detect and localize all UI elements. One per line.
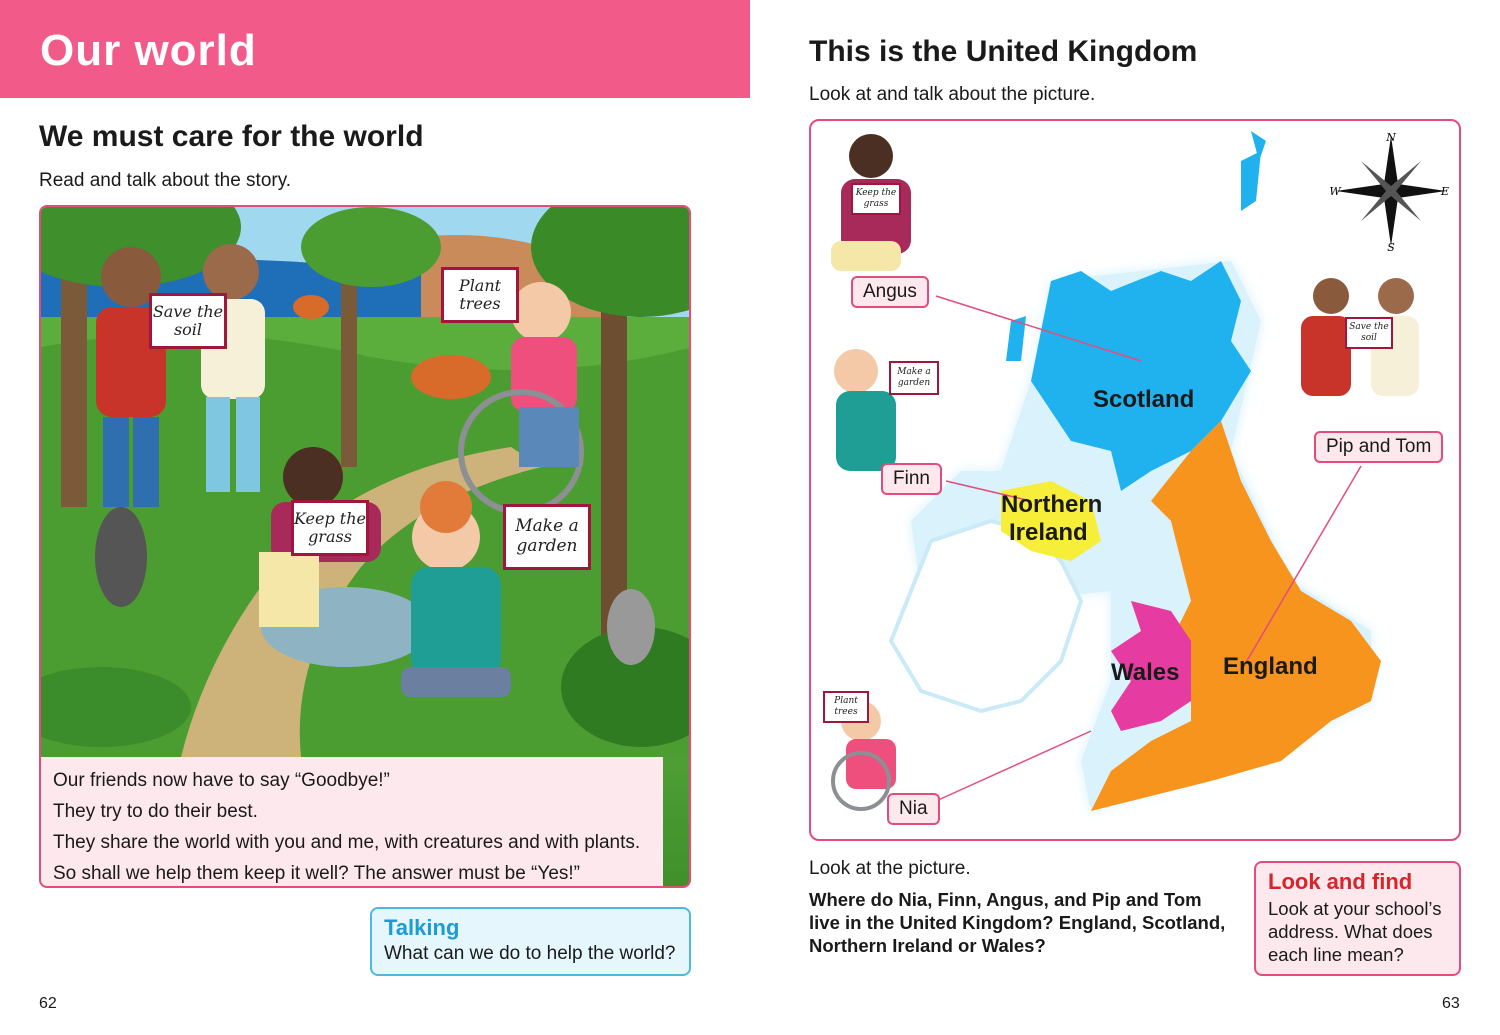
sign-make-a-garden: Make a garden <box>503 504 591 570</box>
name-tag-angus: Angus <box>851 276 929 308</box>
page-number-left: 62 <box>39 995 57 1012</box>
page-number-right: 63 <box>1442 995 1460 1012</box>
question-text: Where do Nia, Finn, Angus, and Pip and Tom live in the United Kingdom? England, Scotland, Northern Ireland or Wales? <box>809 889 1226 956</box>
label-scotland: Scotland <box>1093 386 1195 413</box>
label-england: England <box>1223 653 1318 680</box>
label-northern-ireland-2: Ireland <box>1009 519 1088 546</box>
question-intro: Look at the picture. <box>809 858 971 879</box>
mini-sign-make-a-garden: Make a garden <box>889 361 939 395</box>
story-line: They try to do their best. <box>53 801 258 822</box>
uk-map-panel <box>809 119 1461 841</box>
chapter-banner <box>0 0 750 98</box>
name-tag-nia: Nia <box>887 793 940 825</box>
compass-north-label: N <box>1386 131 1396 144</box>
story-illustration <box>39 205 691 888</box>
talking-question: What can we do to help the world? <box>384 943 676 964</box>
compass-east-label: E <box>1440 185 1450 198</box>
lesson-heading: We must care for the world <box>39 120 424 153</box>
sign-save-the-soil: Save the soil <box>149 293 227 349</box>
mini-sign-keep-the-grass: Keep the grass <box>851 183 901 215</box>
label-northern-ireland-1: Northern <box>1001 491 1103 518</box>
sign-keep-the-grass: Keep the grass <box>291 500 369 556</box>
look-and-find-box <box>1254 861 1461 976</box>
compass-west-label: W <box>1329 185 1341 198</box>
mini-sign-plant-trees: Plant trees <box>823 691 869 723</box>
lesson-instruction: Read and talk about the story. <box>39 170 292 191</box>
story-line: Our friends now have to say “Goodbye!” <box>53 770 390 791</box>
compass-south-label: S <box>1387 241 1395 254</box>
map-instruction: Look at and talk about the picture. <box>809 84 1096 105</box>
sign-plant-trees: Plant trees <box>441 267 519 323</box>
look-and-find-title: Look and find <box>1268 869 1413 894</box>
map-heading: This is the United Kingdom <box>809 35 1198 68</box>
talking-title: Talking <box>384 915 460 940</box>
look-and-find-text: Look at your school’s address. What does each line mean? <box>1268 898 1442 965</box>
label-wales: Wales <box>1111 659 1180 686</box>
compass-rose <box>1336 136 1446 246</box>
mini-sign-save-the-soil: Save the soil <box>1345 317 1393 349</box>
name-tag-pip-and-tom: Pip and Tom <box>1314 431 1443 463</box>
story-line: They share the world with you and me, with creatures and with plants. <box>53 832 641 853</box>
name-tag-finn: Finn <box>881 463 942 495</box>
chapter-title: Our world <box>40 26 257 75</box>
talking-box <box>370 907 691 976</box>
story-text-box <box>41 757 663 888</box>
story-line: So shall we help them keep it well? The answer must be “Yes!” <box>53 863 580 884</box>
